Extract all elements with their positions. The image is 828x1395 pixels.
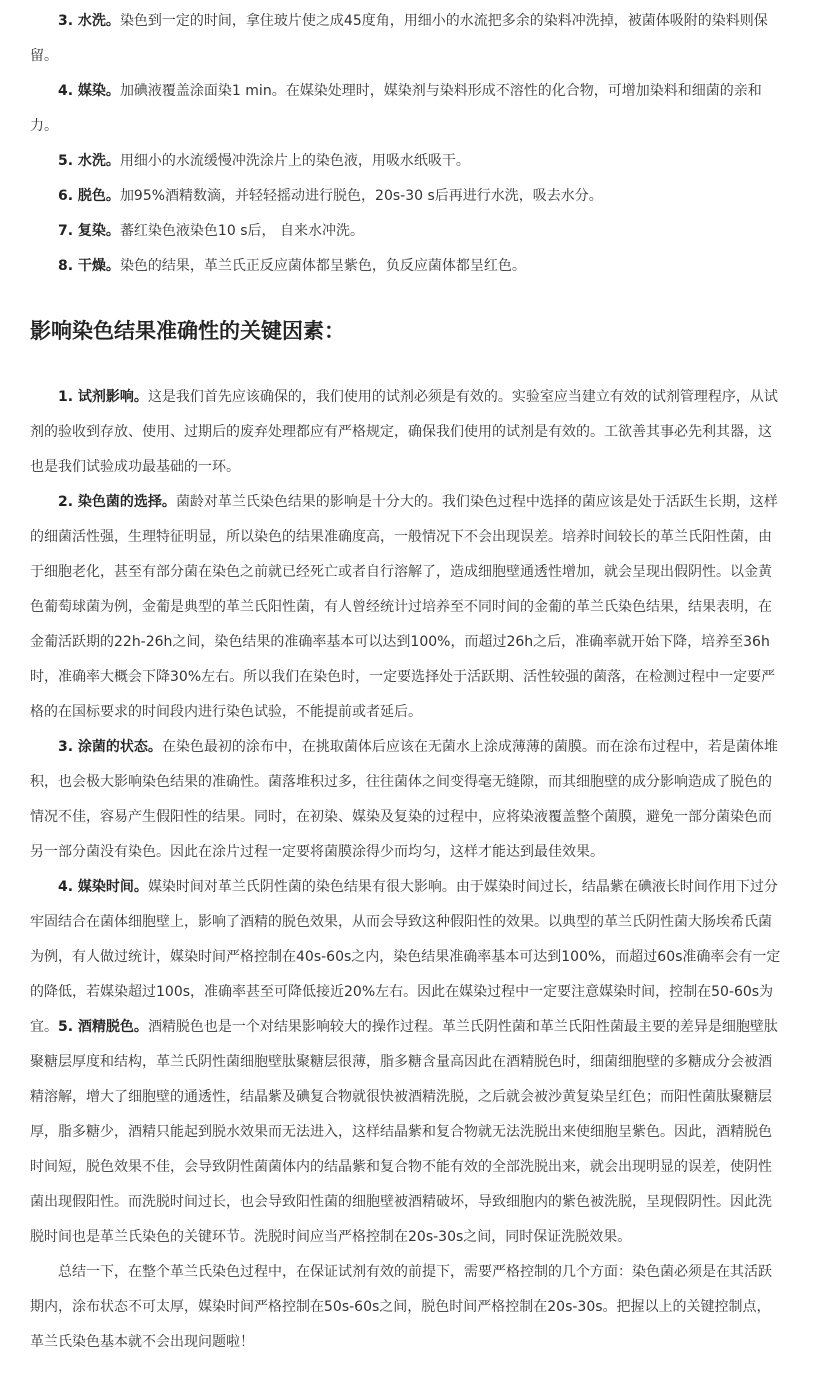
step-number: 8. 干燥。	[58, 258, 120, 274]
step-6-paragraph	[30, 179, 782, 214]
step-text: 加95%酒精数滴，并轻轻摇动进行脱色，20s-30 s后再进行水洗，吸去水分。	[119, 188, 603, 204]
factor-number: 1. 试剂影响。	[58, 389, 148, 405]
factor-text: 酒精脱色也是一个对结果影响较大的操作过程。革兰氏阴性菌和革兰氏阳性菌最主要的差异是细胞壁肽聚糖层厚度和结构，革兰氏阴性菌细胞壁肽聚糖层很薄，脂多糖含量高因此在酒精脱色时，细菌细胞壁的多糖成分会被酒精溶解，增大了细胞壁的通透性，结晶紫及碘复合物就很快被酒精洗脱，之后就会被沙黄复染呈红色；而阳性菌肽聚糖层厚，脂多糖少，酒精只能起到脱水效果而无法进入，这样结晶紫和复合物就无法洗脱出来使细胞呈紫色。因此，酒精脱色时间短，脱色效果不佳，会导致阴性菌菌体内的结晶紫和复合物不能有效的全部洗脱出来，就会出现明显的误差，使阴性菌出现假阳性。而洗脱时间过长，也会导致阳性菌的细胞壁被酒精破坏，导致细胞内的紫色被洗脱，呈现假阴性。因此洗脱时间也是革兰氏染色的关键环节。洗脱时间应当严格控制在20s-30s之间，同时保证洗脱效果。	[30, 1019, 778, 1245]
summary-paragraph: 总结一下，在整个革兰氏染色过程中，在保证试剂有效的前提下，需要严格控制的几个方面：染色菌必须是在其活跃期内，涂布状态不可太厚，媒染时间严格控制在50s-60s之间，脱色时间严格控制在20s-30s。把握以上的关键控制点，革兰氏染色基本就不会出现问题啦！	[30, 1264, 772, 1350]
factor-number: 4. 媒染时间。	[58, 879, 148, 895]
step-5-paragraph	[30, 144, 782, 179]
step-4-paragraph	[30, 74, 782, 144]
step-text: 用细小的水流缓慢冲洗涂片上的染色液，用吸水纸吸干。	[119, 153, 470, 169]
factor-5-paragraph	[30, 1010, 782, 1255]
factor-1-paragraph	[30, 380, 782, 485]
factor-number: 2. 染色菌的选择。	[58, 494, 176, 510]
step-number: 7. 复染。	[58, 223, 120, 239]
section-heading: 影响染色结果准确性的关键因素：	[30, 319, 345, 343]
factor-text: 媒染时间对革兰氏阴性菌的染色结果有很大影响。由于媒染时间过长，结晶紫在碘液长时间作用下过分牢固结合在菌体细胞壁上，影响了酒精的脱色效果，从而会导致这种假阳性的效果。以典型的革兰氏阴性菌大肠埃希氏菌为例，有人做过统计，媒染时间严格控制在40s-60s之内，染色结果准确率基本可达到100%，而超过60s准确率会有一定的降低，若媒染超过100s，准确率甚至可降低接近20%左右。因此在媒染过程中一定要注意媒染时间，控制在50-60s为宜。	[30, 879, 781, 1035]
step-8-paragraph	[30, 249, 782, 284]
factor-2-paragraph	[30, 485, 782, 730]
step-text: 蕃红染色液染色10 s后， 自来水冲洗。	[119, 223, 364, 239]
step-7-paragraph	[30, 214, 782, 249]
step-3-paragraph	[30, 4, 782, 74]
step-number: 5. 水洗。	[58, 153, 120, 169]
step-number: 3. 水洗。	[58, 13, 120, 29]
step-text: 加碘液覆盖涂面染1 min。在媒染处理时，媒染剂与染料形成不溶性的化合物，可增加染料和细菌的亲和力。	[30, 83, 762, 134]
step-number: 4. 媒染。	[58, 83, 120, 99]
factor-text: 在染色最初的涂布中，在挑取菌体后应该在无菌水上涂成薄薄的菌膜。而在涂布过程中，若是菌体堆积，也会极大影响染色结果的准确性。菌落堆积过多，往往菌体之间变得毫无缝隙，而其细胞壁的成分影响造成了脱色的情况不佳，容易产生假阳性的结果。同时，在初染、媒染及复染的过程中，应将染液覆盖整个菌膜，避免一部分菌染色而另一部分菌没有染色。因此在涂片过程一定要将菌膜涂得少而均匀，这样才能达到最佳效果。	[30, 739, 778, 860]
factor-number: 5. 酒精脱色。	[58, 1019, 148, 1035]
step-text: 染色到一定的时间，拿住玻片使之成45度角，用细小的水流把多余的染料冲洗掉，被菌体吸附的染料则保留。	[30, 13, 768, 64]
factor-text: 菌龄对革兰氏染色结果的影响是十分大的。我们染色过程中选择的菌应该是处于活跃生长期，这样的细菌活性强，生理特征明显，所以染色的结果准确度高，一般情况下不会出现误差。培养时间较长的革兰氏阳性菌，由于细胞老化，甚至有部分菌在染色之前就已经死亡或者自行溶解了，造成细胞壁通透性增加，就会呈现出假阴性。以金黄色葡萄球菌为例，金葡是典型的革兰氏阳性菌，有人曾经统计过培养至不同时间的金葡的革兰氏染色结果，结果表明，在金葡活跃期的22h-26h之间，染色结果的准确率基本可以达到100%，而超过26h之后，准确率就开始下降，培养至36h时，准确率大概会下降30%左右。所以我们在染色时，一定要选择处于活跃期、活性较强的菌落，在检测过程中一定要严格的在国标要求的时间段内进行染色试验，不能提前或者延后。	[30, 494, 778, 720]
factor-number: 3. 涂菌的状态。	[58, 739, 162, 755]
step-text: 染色的结果，革兰氏正反应菌体都呈紫色，负反应菌体都呈红色。	[119, 258, 526, 274]
factor-3-paragraph	[30, 730, 782, 870]
factor-text: 这是我们首先应该确保的，我们使用的试剂必须是有效的。实验室应当建立有效的试剂管理程序，从试剂的验收到存放、使用、过期后的废弃处理都应有严格规定，确保我们使用的试剂是有效的。工欲善其事必先利其器，这也是我们试验成功最基础的一环。	[30, 389, 778, 475]
step-number: 6. 脱色。	[58, 188, 120, 204]
